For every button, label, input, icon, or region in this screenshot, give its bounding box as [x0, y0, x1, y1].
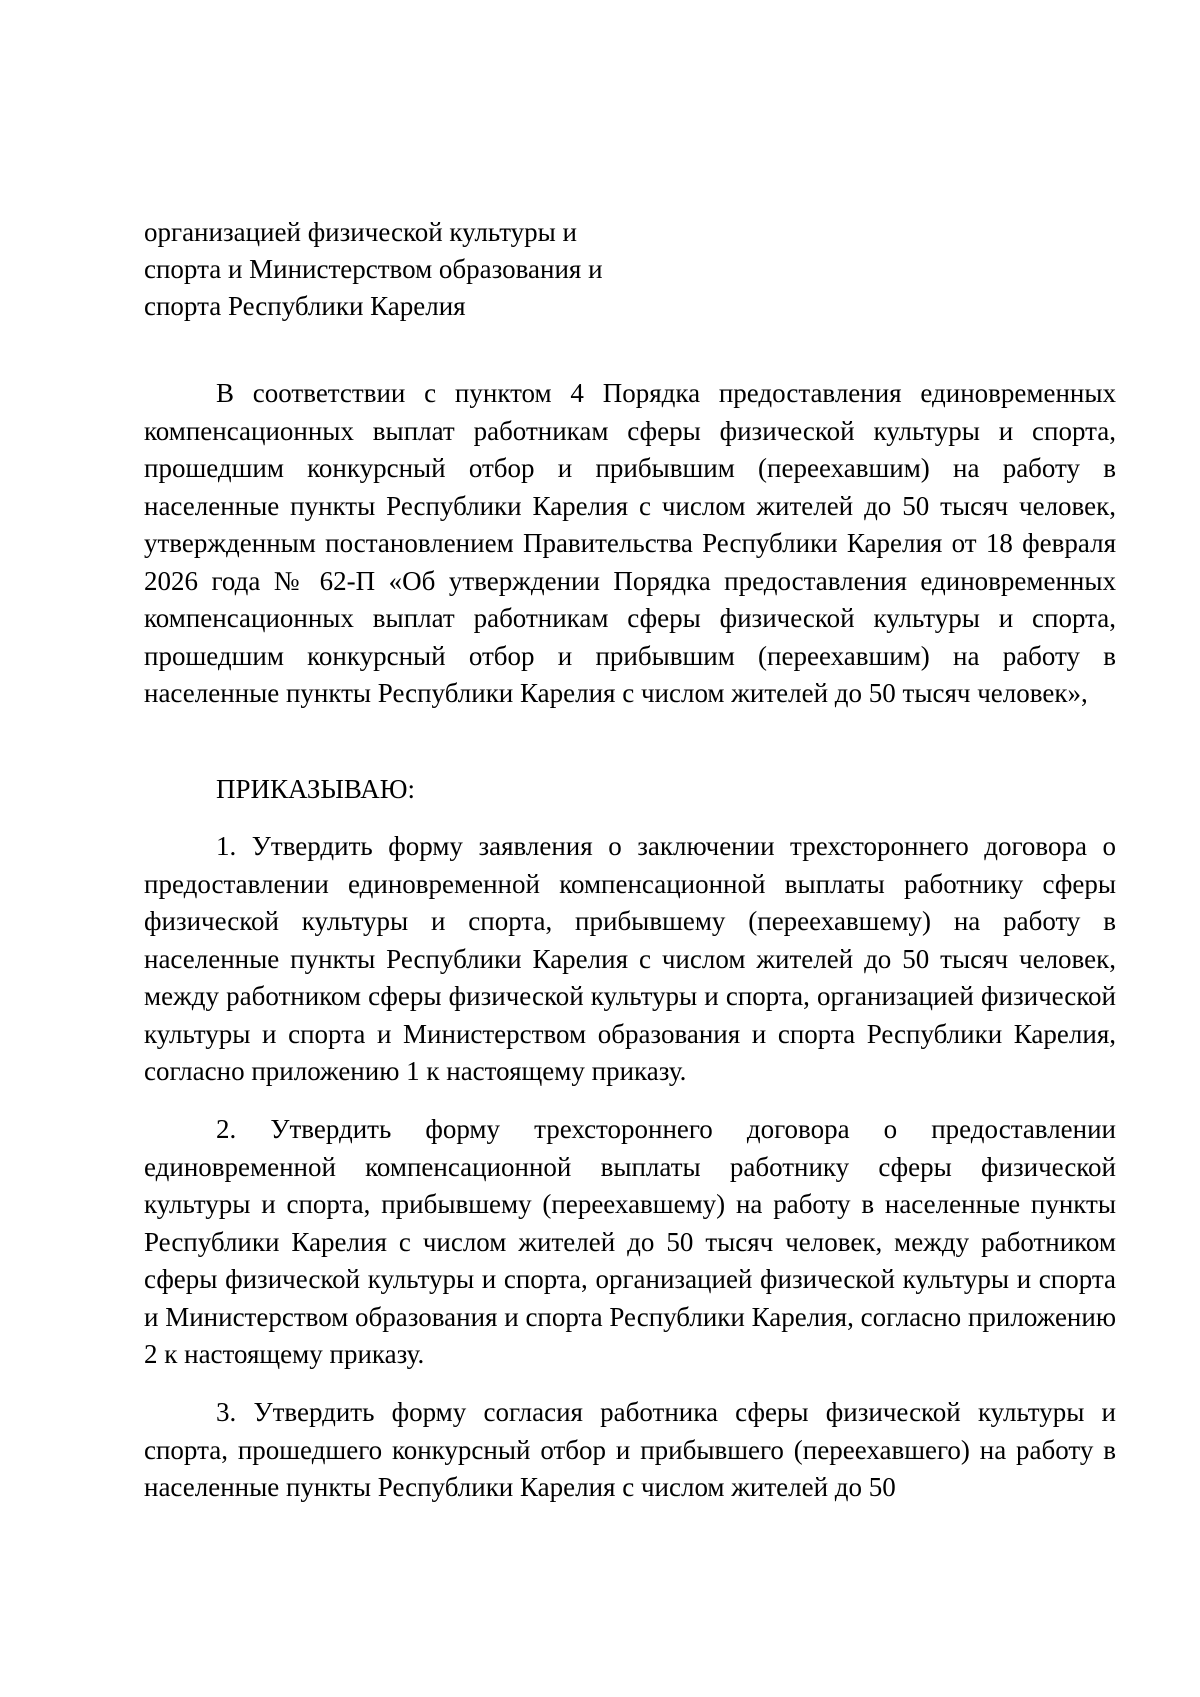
- order-item-1: 1. Утвердить форму заявления о заключении трехстороннего договора о предоставлении единовременной компенсационной выплаты работнику сферы физической культуры и спорта, прибывшему (переехавшему) на работу в населенные пункты Республики Карелия с числом жителей до 50 тысяч человек, между работником сферы физической культуры и спорта, организацией физической культуры и спорта и Министерством образования и спорта Республики Карелия, согласно приложению 1 к настоящему приказу.: [144, 831, 1116, 1086]
- title-line: организацией физической культуры и: [144, 217, 578, 247]
- title-line: спорта и Министерством образования и: [144, 254, 603, 284]
- title-line: спорта Республики Карелия: [144, 291, 466, 321]
- order-item-3: 3. Утвердить форму согласия работника сферы физической культуры и спорта, прошедшего конкурсный отбор и прибывшего (переехавшего) на работу в населенные пункты Республики Карелия с числом жителей до 50: [144, 1397, 1116, 1502]
- document-title: [144, 214, 636, 325]
- preamble-paragraph: В соответствии с пунктом 4 Порядка предоставления единовременных компенсационных выплат работникам сферы физической культуры и спорта, прошедшим конкурсный отбор и прибывшим (переехавшим) на работу в населенные пункты Республики Карелия с числом жителей до 50 тысяч человек, утвержденным постановлением Правительства Республики Карелия от 18 февраля 2026 года № 62-П «Об утверждении Порядка предоставления единовременных компенсационных выплат работникам сферы физической культуры и спорта, прошедшим конкурсный отбор и прибывшим (переехавшим) на работу в населенные пункты Республики Карелия с числом жителей до 50 тысяч человек»,: [144, 378, 1116, 708]
- order-item-2: 2. Утвердить форму трехстороннего договора о предоставлении единовременной компенсационной выплаты работнику сферы физической культуры и спорта, прибывшему (переехавшему) на работу в населенные пункты Республики Карелия с числом жителей до 50 тысяч человек, между работником сферы физической культуры и спорта, организацией физической культуры и спорта и Министерством образования и спорта Республики Карелия, согласно приложению 2 к настоящему приказу.: [144, 1114, 1116, 1369]
- order-heading: ПРИКАЗЫВАЮ:: [216, 774, 415, 804]
